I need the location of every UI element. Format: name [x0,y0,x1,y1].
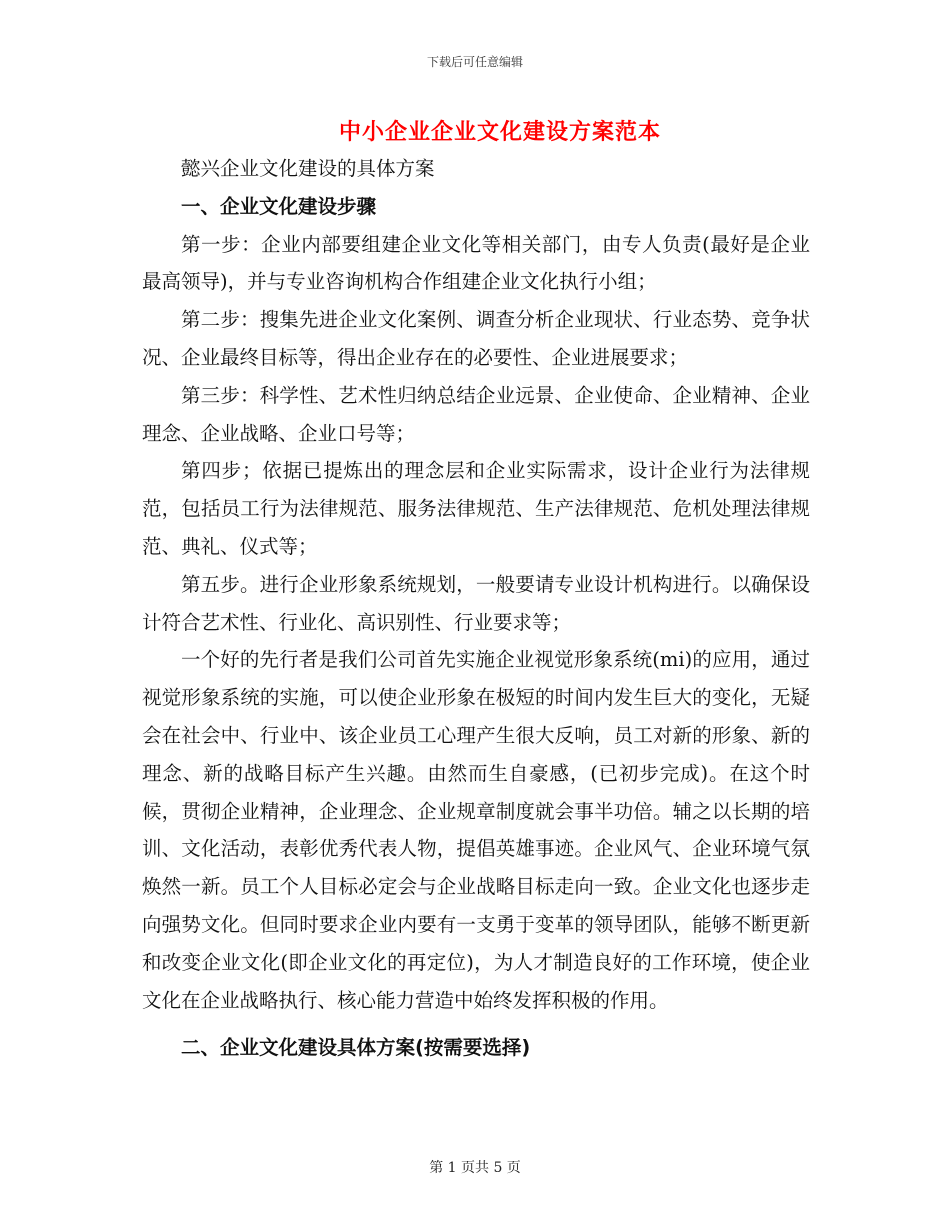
section-2-heading: 二、企业文化建设具体方案(按需要选择) [181,1036,531,1060]
step-2-paragraph: 第二步：搜集先进企业文化案例、调查分析企业现状、行业态势、竞争状况、企业最终目标等，得出企业存在的必要性、企业进展要求； [142,308,810,369]
header-note: 下载后可任意编辑 [426,55,523,69]
subtitle: 懿兴企业文化建设的具体方案 [181,157,435,180]
step-5-paragraph: 第五步。进行企业形象系统规划，一般要请专业设计机构进行。以确保设计符合艺术性、行业化、高识别性、行业要求等； [142,572,810,634]
body-paragraph: 一个好的先行者是我们公司首先实施企业视觉形象系统(mi)的应用，通过视觉形象系统的实施，可以使企业形象在极短的时间内发生巨大的变化，无疑会在社会中、行业中、该企业员工心理产生很大反响，员工对新的形象、新的理念、新的战略目标产生兴趣。由然而生自豪感，(已初步完成)。在这个时候，贯彻企业精神，企业理念、企业规章制度就会事半功倍。辅之以长期的培训、文化活动，表彰优秀代表人物，提倡英雄事迹。企业风气、企业环境气氛焕然一新。员工个人目标必定会与企业战略目标走向一致。企业文化也逐步走向强势文化。但同时要求企业内要有一支勇于变革的领导团队，能够不断更新和改变企业文化(即企业文化的再定位)，为人才制造良好的工作环境，使企业文化在企业战略执行、核心能力营造中始终发挥积极的作用。 [142,648,810,1012]
document-title: 中小企业企业文化建设方案范本 [338,119,661,145]
step-4-paragraph: 第四步；依据已提炼出的理念层和企业实际需求，设计企业行为法律规范，包括员工行为法律规范、服务法律规范、生产法律规范、危机处理法律规范、典礼、仪式等； [142,459,810,558]
document-body [142,150,810,1067]
step-3-paragraph: 第三步：科学性、艺术性归纳总结企业远景、企业使命、企业精神、企业理念、企业战略、企业口号等； [142,383,810,445]
page-footer: 第 1 页共 5 页 [429,1160,521,1176]
step-1-paragraph: 第一步：企业内部要组建企业文化等相关部门，由专人负责(最好是企业最高领导)，并与专业咨询机构合作组建企业文化执行小组； [142,232,810,294]
section-1-heading: 一、企业文化建设步骤 [181,194,377,218]
